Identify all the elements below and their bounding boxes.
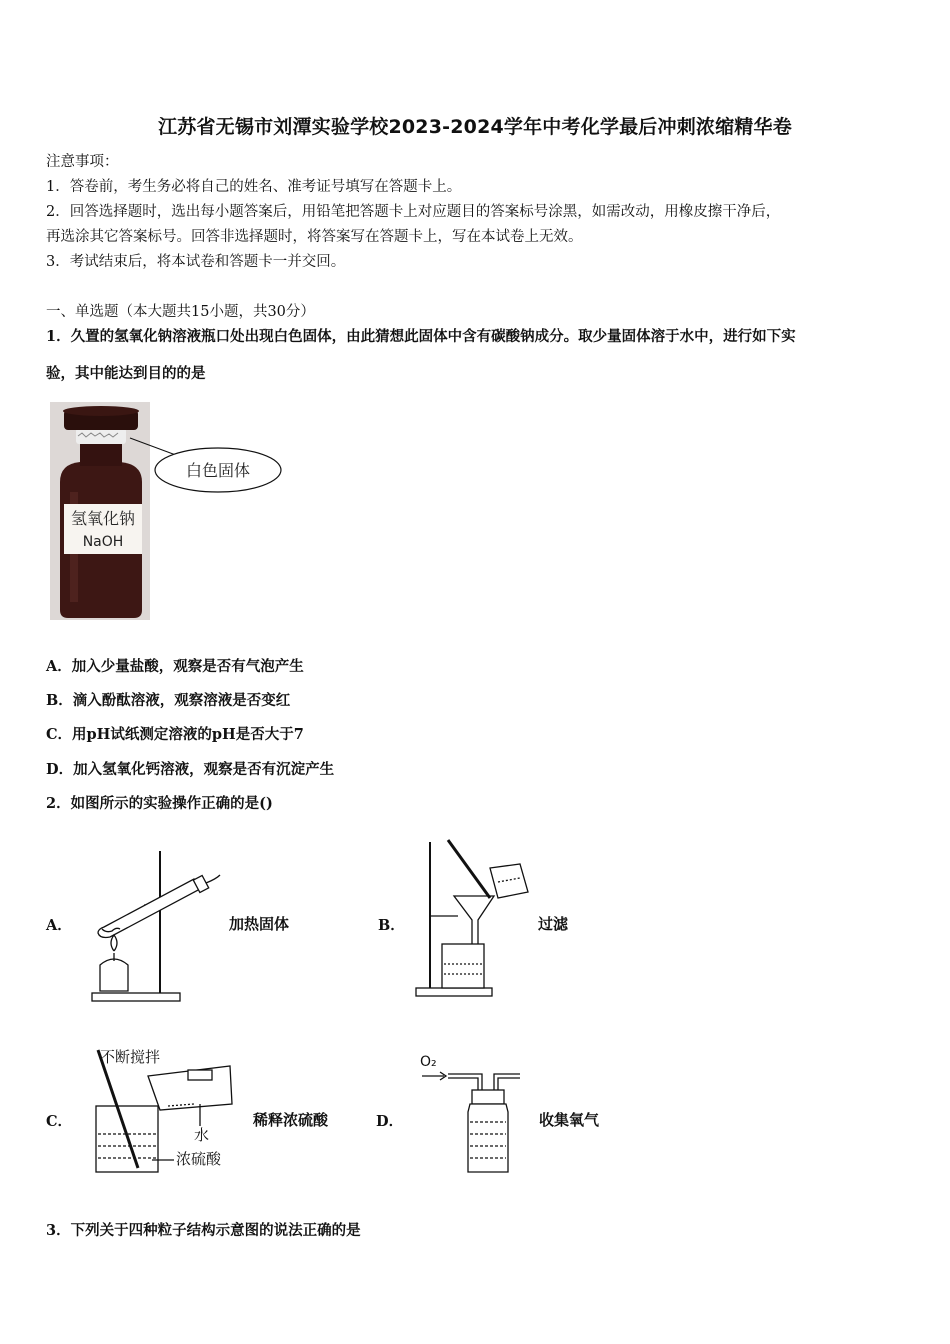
glass-rod — [448, 840, 490, 898]
stand-base — [416, 988, 492, 996]
fig-a-name: 加热固体 — [229, 915, 290, 933]
funnel — [454, 896, 494, 948]
label-o2: O₂ — [420, 1054, 437, 1070]
pouring-beaker — [490, 864, 528, 898]
page-title: 江苏省无锡市刘潭实验学校2023-2024学年中考化学最后冲刺浓缩精华卷 — [158, 116, 792, 138]
label-formula: NaOH — [82, 534, 124, 550]
section-heading: 一、单选题（本大题共15小题，共30分） — [46, 304, 315, 320]
q1-option-a: A．加入少量盐酸，观察是否有气泡产生 — [46, 658, 304, 675]
q1-stem-line2: 验，其中能达到目的的是 — [46, 365, 206, 382]
notice-item-1: 1．答卷前，考生务必将自己的姓名、准考证号填写在答题卡上。 — [46, 179, 462, 195]
delivery-tube — [206, 875, 220, 883]
q3-stem: 3．下列关于四种粒子结构示意图的说法正确的是 — [46, 1222, 361, 1239]
fig-b-filtration-apparatus — [412, 836, 536, 1002]
fig-c-name: 稀释浓硫酸 — [253, 1111, 329, 1129]
gas-bottle — [468, 1104, 508, 1172]
notice-item-3: 3．考试结束后，将本试卷和答题卡一并交回。 — [46, 254, 346, 270]
notice-heading: 注意事项： — [46, 154, 119, 170]
label-stirring: 不断搅拌 — [100, 1048, 161, 1066]
fig-b-name: 过滤 — [538, 915, 569, 933]
fig-a-letter: A． — [46, 917, 72, 934]
fig-c-letter: C． — [46, 1113, 73, 1130]
fig-c-dilution-apparatus — [90, 1042, 250, 1176]
q1-stem-line1: 1．久置的氢氧化钠溶液瓶口处出现白色固体，由此猜想此固体中含有碳酸钠成分。取少量固体溶于水中，进行如下实 — [46, 328, 796, 345]
q1-option-c: C．用pH试纸测定溶液的pH是否大于7 — [46, 726, 304, 743]
white-solid — [76, 428, 126, 444]
q1-option-d: D．加入氢氧化钙溶液，观察是否有沉淀产生 — [46, 761, 335, 778]
flame — [111, 935, 117, 951]
receiving-beaker — [442, 944, 484, 988]
label-acid: 浓硫酸 — [176, 1150, 222, 1168]
stopper-top — [63, 406, 139, 416]
alcohol-lamp — [100, 959, 128, 991]
test-tube — [98, 879, 200, 938]
label-cn: 氢氧化钠 — [70, 509, 136, 528]
bubble-text: 白色固体 — [185, 461, 251, 480]
bottle-neck — [80, 442, 122, 466]
fig-d-gas-collection — [416, 1048, 528, 1180]
fig-d-name: 收集氧气 — [539, 1111, 600, 1129]
notice-item-2: 2．回答选择题时，选出每小题答案后，用铅笔把答题卡上对应题目的答案标号涂黑，如需改动，用橡皮擦干净后， — [46, 204, 781, 220]
notice-item-2-cont: 再选涂其它答案标号。回答非选择题时，将答案写在答题卡上，写在本试卷上无效。 — [46, 229, 583, 245]
stand-base — [92, 993, 180, 1001]
fig-a-heating-apparatus — [84, 845, 224, 1007]
fig-d-letter: D． — [376, 1113, 404, 1130]
fig-b-letter: B． — [378, 917, 405, 934]
bottle-stopper — [472, 1090, 504, 1104]
bottle-label — [188, 1070, 212, 1080]
q1-option-b: B．滴入酚酞溶液，观察溶液是否变红 — [46, 692, 291, 709]
naoh-bottle-figure — [50, 402, 290, 624]
label-water: 水 — [194, 1126, 210, 1144]
q2-stem: 2．如图所示的实验操作正确的是() — [46, 795, 273, 812]
